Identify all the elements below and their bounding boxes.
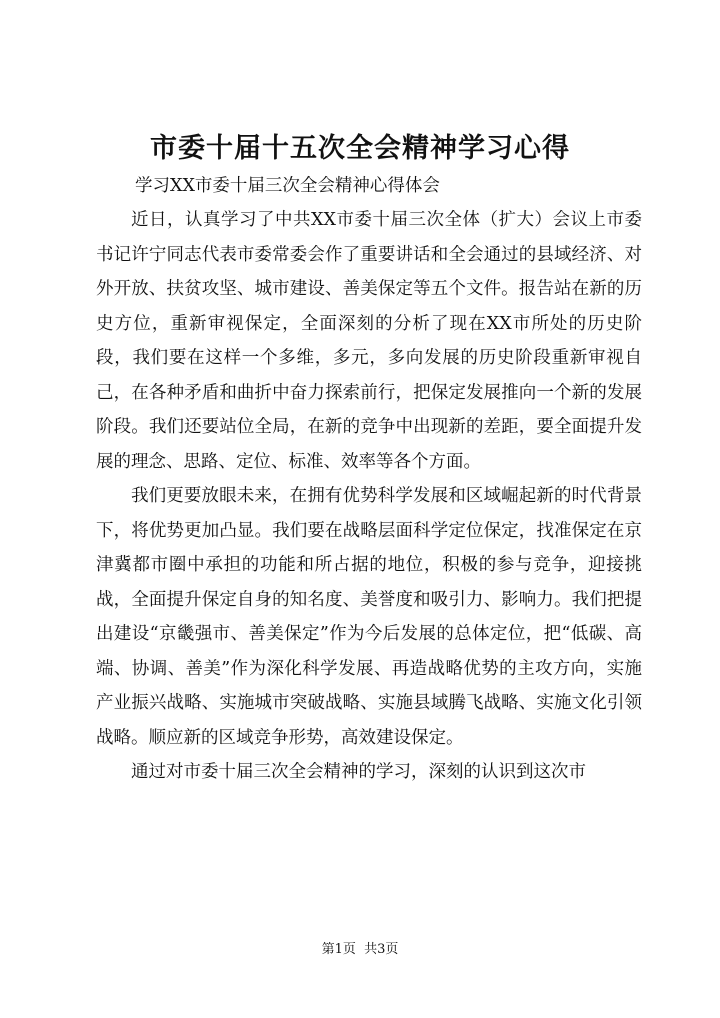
page-title: 市委十届十五次全会精神学习心得 (150, 133, 570, 164)
document-subtitle: 学习XX市委十届三次全会精神心得体会 (135, 176, 440, 196)
page-number: 第1页 (321, 942, 356, 957)
body-paragraph: 通过对市委十届三次全会精神的学习，深刻的认识到这次市 (131, 762, 586, 782)
page-total: 共3页 (364, 942, 399, 957)
body-paragraph: 我们更要放眼未来，在拥有优势科学发展和区域崛起新的时代背景下，将优势更加凸显。我们要在战略层面科学定位保定，找准保定在京津冀都市圈中承担的功能和所占据的地位，积极的参与竞争，迎接挑战，全面提升保定自身的知名度、美誉度和吸引力、影响力。我们把提出建设“京畿强市、善美保定”作为今后发展的总体定位，把“低碳、高端、协调、善美”作为深化科学发展、再造战略优势的主攻方向，实施产业振兴战略、实施城市突破战略、实施县域腾飞战略、实施文化引领战略。顺应新的区域竞争形势，高效建设保定。 (96, 486, 642, 748)
body-paragraph: 近日，认真学习了中共XX市委十届三次全体（扩大）会议上市委书记许宁同志代表市委常委会作了重要讲话和全会通过的县域经济、对外开放、扶贫攻坚、城市建设、善美保定等五个文件。报告站在新的历史方位，重新审视保定，全面深刻的分析了现在XX市所处的历史阶段，我们要在这样一个多维，多元，多向发展的历史阶段重新审视自己，在各种矛盾和曲折中奋力探索前行，把保定发展推向一个新的发展阶段。我们还要站位全局，在新的竞争中出现新的差距，要全面提升发展的理念、思路、定位、标准、效率等各个方面。 (96, 210, 642, 472)
document-body (96, 203, 642, 790)
page-footer (0, 938, 720, 957)
